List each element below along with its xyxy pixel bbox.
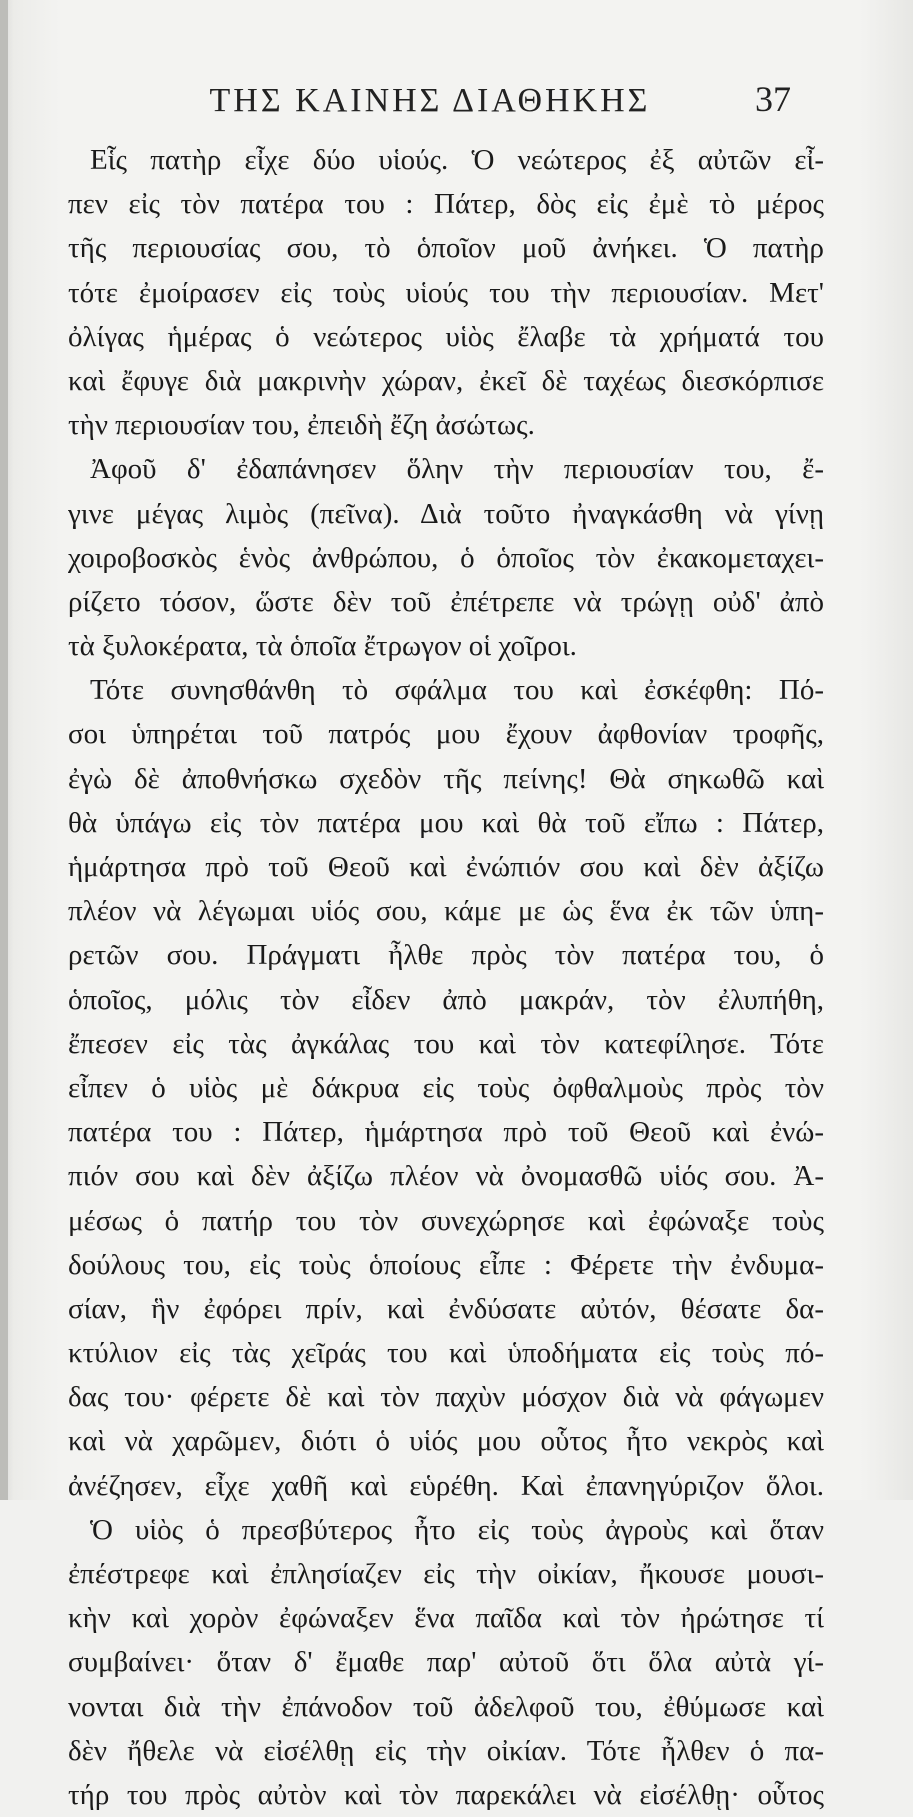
text-line: ἡμάρτησα πρὸ τοῦ Θεοῦ καὶ ἐνώπιόν σου καὶ δὲν ἀξίζω bbox=[68, 851, 824, 883]
text-line: πεν εἰς τὸν πατέρα του : Πάτερ, δὸς εἰς ἐμὲ τὸ μέρος bbox=[68, 188, 824, 221]
text-line: ὁποῖος, μόλις τὸν εἶδεν ἀπὸ μακράν, τὸν ἐλυπήθη, bbox=[68, 983, 824, 1016]
page-gutter bbox=[0, 0, 8, 1500]
text-line: τὰ ξυλοκέρατα, τὰ ὁποῖα ἔτρωγον οἱ χοῖροι. bbox=[68, 630, 577, 663]
text-line: πιόν σου καὶ δὲν ἀξίζω πλέον νὰ ὀνομασθῶ υἱός σου. Ἀ- bbox=[68, 1160, 824, 1193]
text-line: τήρ του πρὸς αὐτὸν καὶ τὸν παρεκάλει νὰ εἰσέλθῃ· οὗτος bbox=[68, 1778, 824, 1811]
text-line: ὀλίγας ἡμέρας ὁ νεώτερος υἱὸς ἔλαβε τὰ χρήματά του bbox=[68, 320, 824, 353]
text-line: καὶ νὰ χαρῶμεν, διότι ὁ υἱός μου οὗτος ἦτο νεκρὸς καὶ bbox=[68, 1425, 824, 1458]
text-line: κὴν καὶ χορὸν ἐφώναξεν ἕνα παῖδα καὶ τὸν ἠρώτησε τί bbox=[68, 1602, 824, 1635]
text-line: Ὁ υἱὸς ὁ πρεσβύτερος ἦτο εἰς τοὺς ἀγροὺς καὶ ὅταν bbox=[90, 1513, 824, 1546]
text-line: τότε ἐμοίρασεν εἰς τοὺς υἱούς του τὴν περιουσίαν. Μετ' bbox=[68, 276, 824, 309]
text-line: ἐπέστρεφε καὶ ἐπλησίαζεν εἰς τὴν οἰκίαν, ἤκουσε μουσι- bbox=[68, 1558, 824, 1590]
text-line: σοι ὑπηρέται τοῦ πατρός μου ἔχουν ἀφθονίαν τροφῆς, bbox=[68, 718, 824, 751]
text-line: δούλους του, εἰς τοὺς ὁποίους εἶπε : Φέρετε τὴν ἐνδυμα- bbox=[68, 1248, 824, 1281]
text-line: εἶπεν ὁ υἱὸς μὲ δάκρυα εἰς τοὺς ὀφθαλμοὺς πρὸς τὸν bbox=[68, 1071, 824, 1104]
text-line: ρίζετο τόσον, ὥστε δὲν τοῦ ἐπέτρεπε νὰ τρώγῃ οὐδ' ἀπὸ bbox=[68, 585, 824, 618]
text-line: ἀνέζησεν, εἶχε χαθῆ καὶ εὑρέθη. Καὶ ἐπανηγύριζον ὅλοι. bbox=[68, 1469, 824, 1502]
text-line: δας του· φέρετε δὲ καὶ τὸν παχὺν μόσχον διὰ νὰ φάγωμεν bbox=[68, 1381, 824, 1414]
running-head bbox=[0, 79, 913, 122]
text-line: πλέον νὰ λέγωμαι υἱός σου, κάμε με ὡς ἕνα ἐκ τῶν ὑπη- bbox=[68, 895, 824, 928]
text-line: συμβαίνει· ὅταν δ' ἔμαθε παρ' αὐτοῦ ὅτι ὅλα αὐτὰ γί- bbox=[68, 1646, 824, 1679]
text-line: καὶ ἔφυγε διὰ μακρινὴν χώραν, ἐκεῖ δὲ ταχέως διεσκόρπισε bbox=[68, 364, 824, 397]
text-line: ἔπεσεν εἰς τὰς ἀγκάλας του καὶ τὸν κατεφίλησε. Τότε bbox=[68, 1027, 824, 1060]
text-line: κτύλιον εἰς τὰς χεῖράς του καὶ ὑποδήματα εἰς τοὺς πό- bbox=[68, 1337, 824, 1370]
page-number: 37 bbox=[755, 79, 791, 119]
text-line: Εἷς πατὴρ εἶχε δύο υἱούς. Ὁ νεώτερος ἐξ αὐτῶν εἶ- bbox=[90, 144, 824, 176]
text-line: δὲν ἤθελε νὰ εἰσέλθῃ εἰς τὴν οἰκίαν. Τότε ἦλθεν ὁ πα- bbox=[68, 1734, 824, 1767]
text-line: Τότε συνησθάνθη τὸ σφάλμα του καὶ ἐσκέφθη: Πό- bbox=[90, 674, 824, 707]
text-line: νονται διὰ τὴν ἐπάνοδον τοῦ ἀδελφοῦ του, ἐθύμωσε καὶ bbox=[68, 1690, 824, 1723]
text-line: γινε μέγας λιμὸς (πεῖνα). Διὰ τοῦτο ἠναγκάσθη νὰ γίνῃ bbox=[68, 497, 824, 530]
running-title: ΤΗΣ ΚΑΙΝΗΣ ΔΙΑΘΗΚΗΣ bbox=[209, 82, 651, 119]
text-line: τὴν περιουσίαν του, ἐπειδὴ ἔζη ἀσώτως. bbox=[68, 409, 535, 442]
text-line: μέσως ὁ πατήρ του τὸν συνεχώρησε καὶ ἐφώναξε τοὺς bbox=[68, 1204, 824, 1237]
text-line: τῆς περιουσίας σου, τὸ ὁποῖον μοῦ ἀνήκει. Ὁ πατὴρ bbox=[68, 232, 824, 265]
text-line: θὰ ὑπάγω εἰς τὸν πατέρα μου καὶ θὰ τοῦ εἴπω : Πάτερ, bbox=[68, 806, 824, 839]
text-line: πατέρα του : Πάτερ, ἡμάρτησα πρὸ τοῦ Θεοῦ καὶ ἐνώ- bbox=[68, 1116, 824, 1149]
text-line: Ἀφοῦ δ' ἐδαπάνησεν ὅλην τὴν περιουσίαν του, ἔ- bbox=[90, 453, 824, 486]
body-text bbox=[68, 138, 824, 1817]
text-line: χοιροβοσκὸς ἑνὸς ἀνθρώπου, ὁ ὁποῖος τὸν ἐκακομεταχει- bbox=[68, 541, 824, 574]
text-line: ἐγὼ δὲ ἀποθνήσκω σχεδὸν τῆς πείνης! Θὰ σηκωθῶ καὶ bbox=[68, 762, 824, 795]
text-line: σίαν, ἣν ἐφόρει πρίν, καὶ ἐνδύσατε αὐτόν, θέσατε δα- bbox=[68, 1292, 824, 1325]
text-line: ρετῶν σου. Πράγματι ἦλθε πρὸς τὸν πατέρα του, ὁ bbox=[68, 939, 824, 972]
